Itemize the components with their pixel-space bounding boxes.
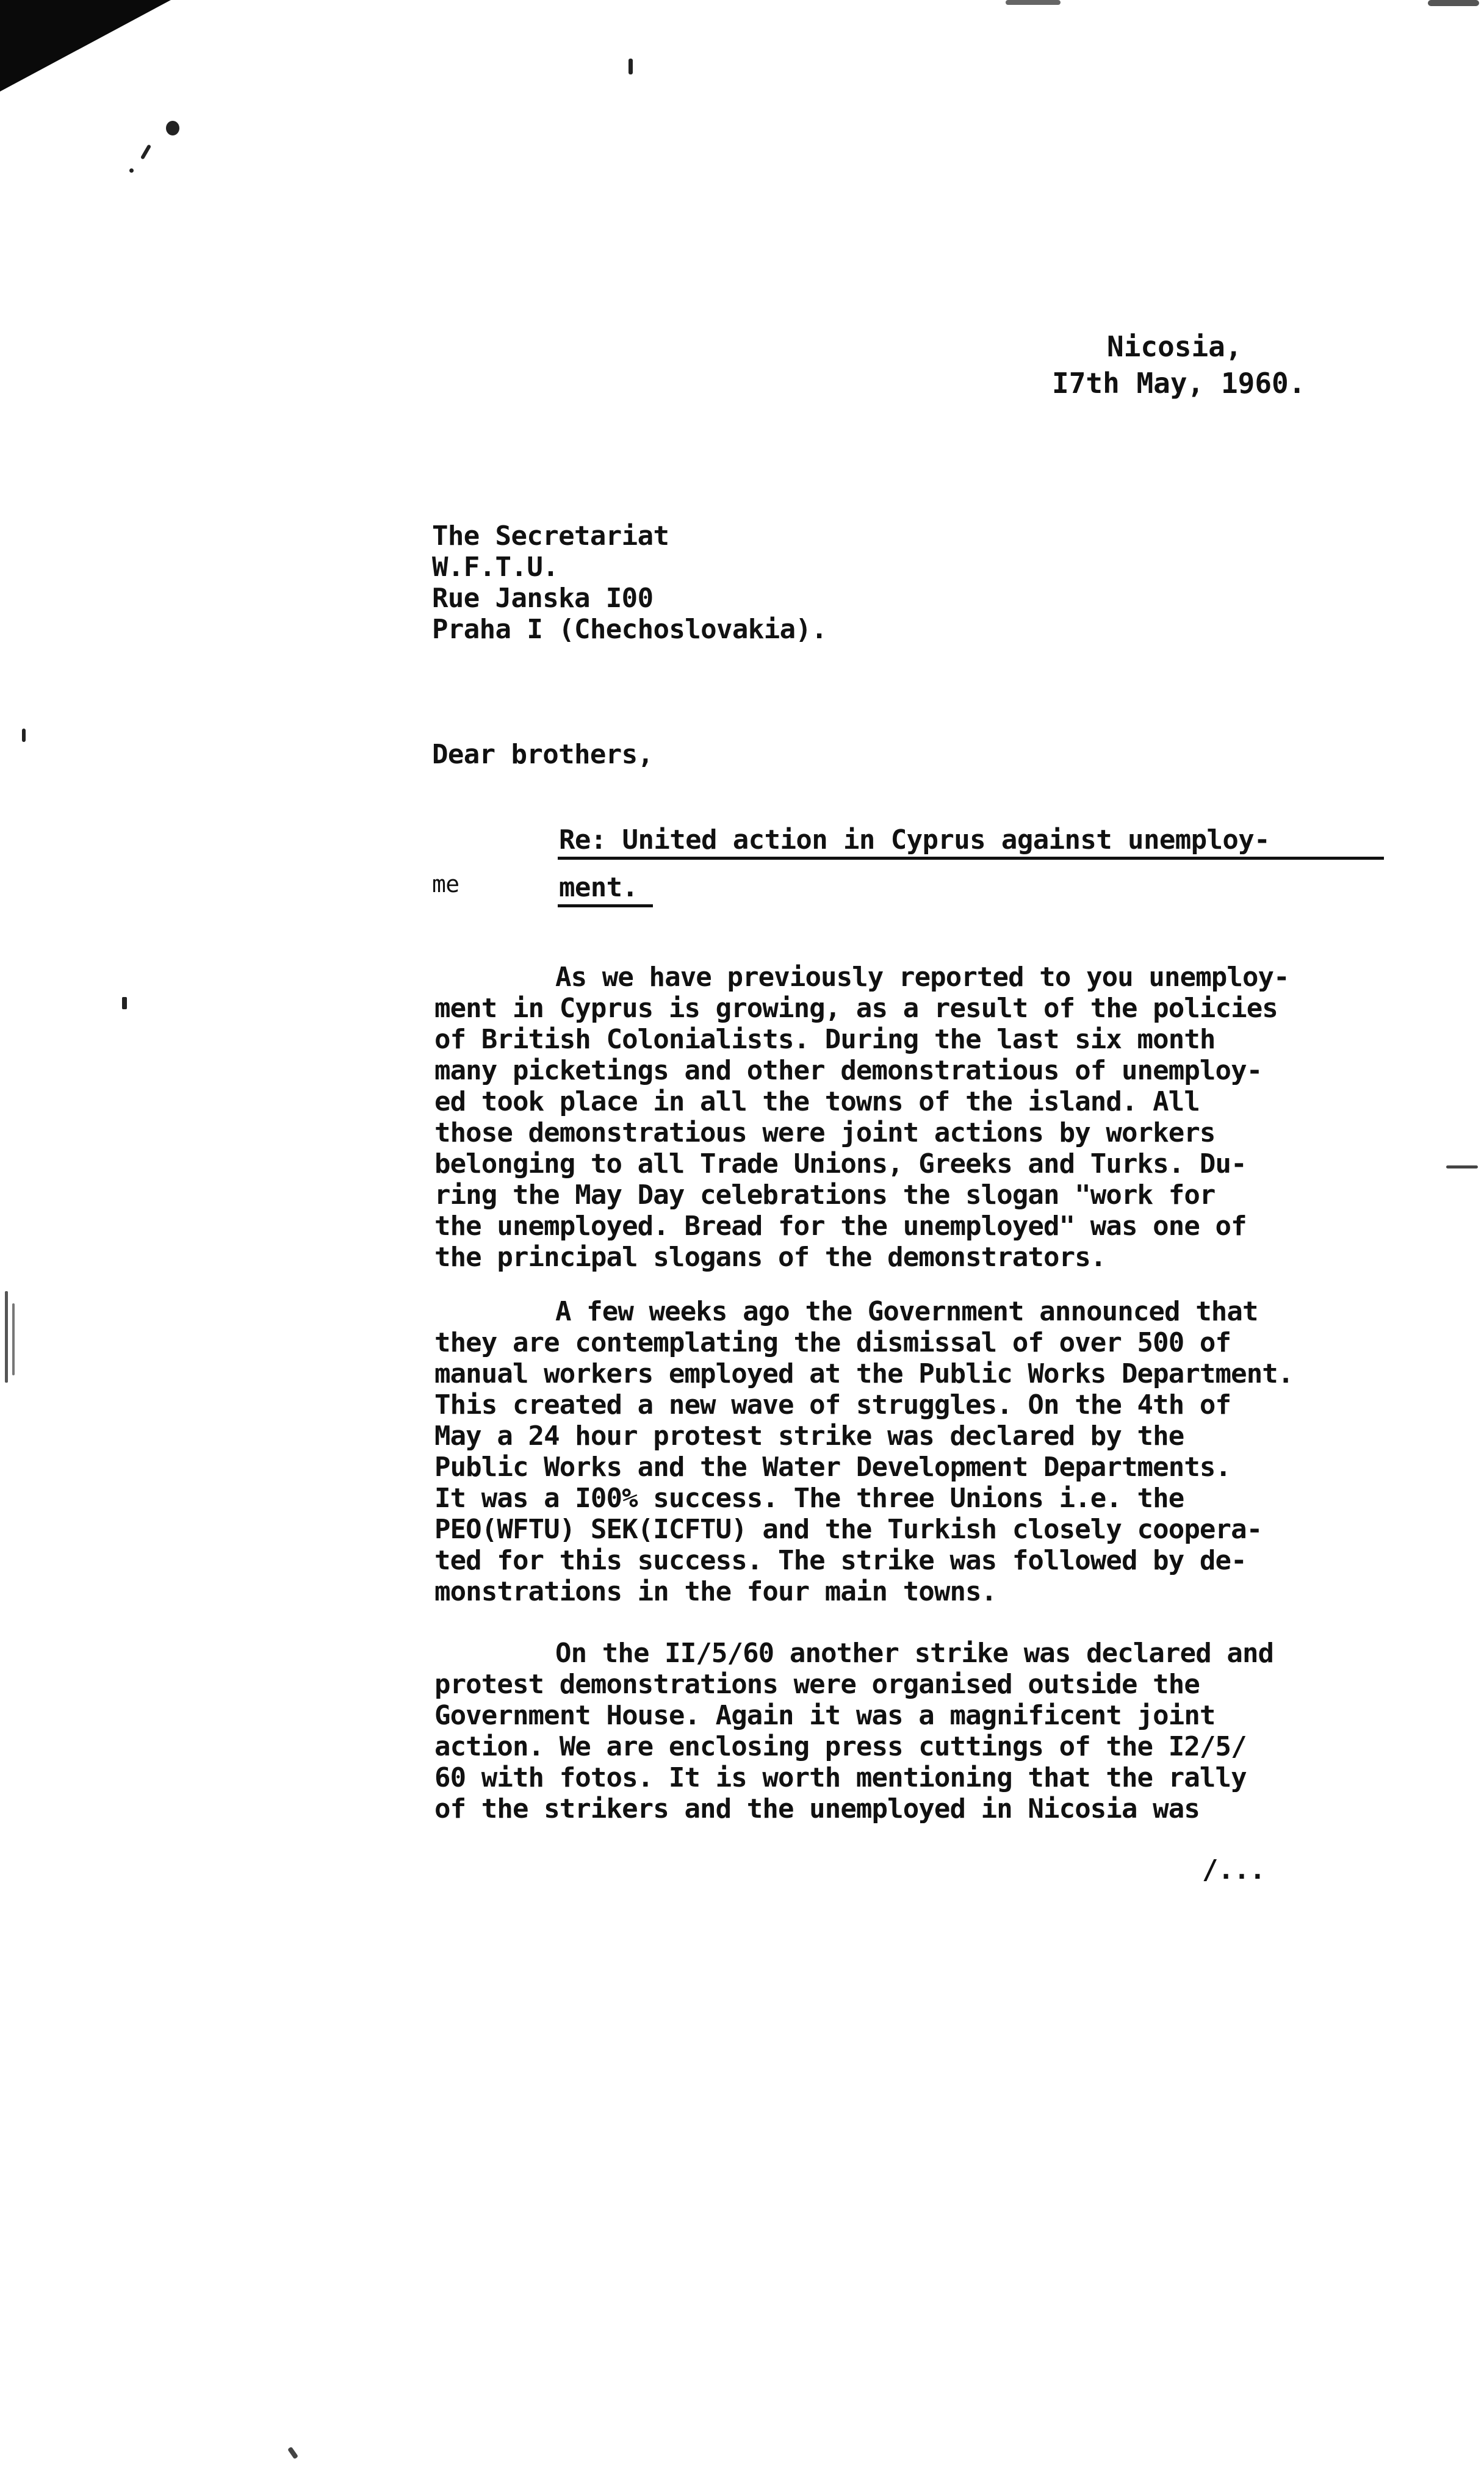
scan-speck [22,729,26,742]
scan-speck [12,1303,15,1375]
body-line: PEO(WFTU) SEK(ICFTU) and the Turkish closely coopera- [434,1514,1262,1545]
dateline-date: I7th May, 1960. [1052,367,1306,400]
body-line: It was a I00% success. The three Unions i.e. the [434,1483,1184,1514]
body-line: manual workers employed at the Public Works Department. [434,1358,1294,1389]
body-paragraph-1 [434,962,1435,1273]
scan-speck [629,59,633,74]
body-line: the principal slogans of the demonstrators. [434,1242,1106,1273]
scan-speck [1428,0,1479,6]
body-line: A few weeks ago the Government announced that [555,1296,1258,1327]
salutation: Dear brothers, [432,739,654,770]
subject-underline [558,857,1384,860]
typist-initials: me [432,871,459,898]
body-line: 60 with fotos. It is worth mentioning that the rally [434,1762,1247,1793]
body-paragraph-2 [434,1296,1435,1607]
scan-speck [140,144,151,160]
body-line: of British Colonialists. During the last six month [434,1024,1216,1055]
body-line: This created a new wave of struggles. On the 4th of [434,1389,1231,1420]
body-line: monstrations in the four main towns. [434,1576,997,1607]
subject-underline [558,904,653,907]
body-line: As we have previously reported to you unemploy- [555,962,1289,993]
body-line: they are contemplating the dismissal of over 500 of [434,1327,1231,1358]
recipient-line: W.F.T.U. [432,552,559,583]
continuation-mark: /... [1202,1854,1266,1885]
body-line: action. We are enclosing press cuttings of the I2/5/ [434,1731,1247,1762]
body-line: of the strikers and the unemployed in Nicosia was [434,1793,1200,1824]
dateline-place: Nicosia, [1107,330,1242,363]
body-line: On the II/5/60 another strike was declared and [555,1638,1274,1669]
scan-speck [129,168,134,173]
body-line: ted for this success. The strike was followed by de- [434,1545,1247,1576]
body-line: ed took place in all the towns of the island. All [434,1086,1200,1117]
scan-corner-shadow [0,0,171,92]
body-paragraph-3 [434,1638,1435,1824]
scan-speck [287,2447,298,2460]
body-line: May a 24 hour protest strike was declared by the [434,1420,1184,1452]
body-line: protest demonstrations were organised outside the [434,1669,1200,1700]
body-line: many picketings and other demonstratious of unemploy- [434,1055,1262,1086]
recipient-line: Praha I (Chechoslovakia). [432,614,827,645]
body-line: ring the May Day celebrations the slogan "work for [434,1179,1216,1211]
body-line: those demonstratious were joint actions by workers [434,1117,1216,1148]
body-line: ment in Cyprus is growing, as a result of the policies [434,993,1278,1024]
recipient-line: The Secretariat [432,520,669,552]
body-line: the unemployed. Bread for the unemployed" was one of [434,1211,1247,1242]
subject-line-2: ment. [559,872,638,903]
body-line: Public Works and the Water Development Departments. [434,1452,1231,1483]
scan-speck [1446,1165,1478,1168]
recipient-line: Rue Janska I00 [432,583,654,614]
scan-speck [5,1291,8,1383]
body-line: belonging to all Trade Unions, Greeks and Turks. Du- [434,1148,1247,1179]
subject-line-1: Re: United action in Cyprus against unemploy- [559,824,1270,855]
scan-speck [166,121,179,135]
scan-speck [122,997,127,1009]
body-line: Government House. Again it was a magnificent joint [434,1700,1216,1731]
scan-speck [1006,0,1061,5]
